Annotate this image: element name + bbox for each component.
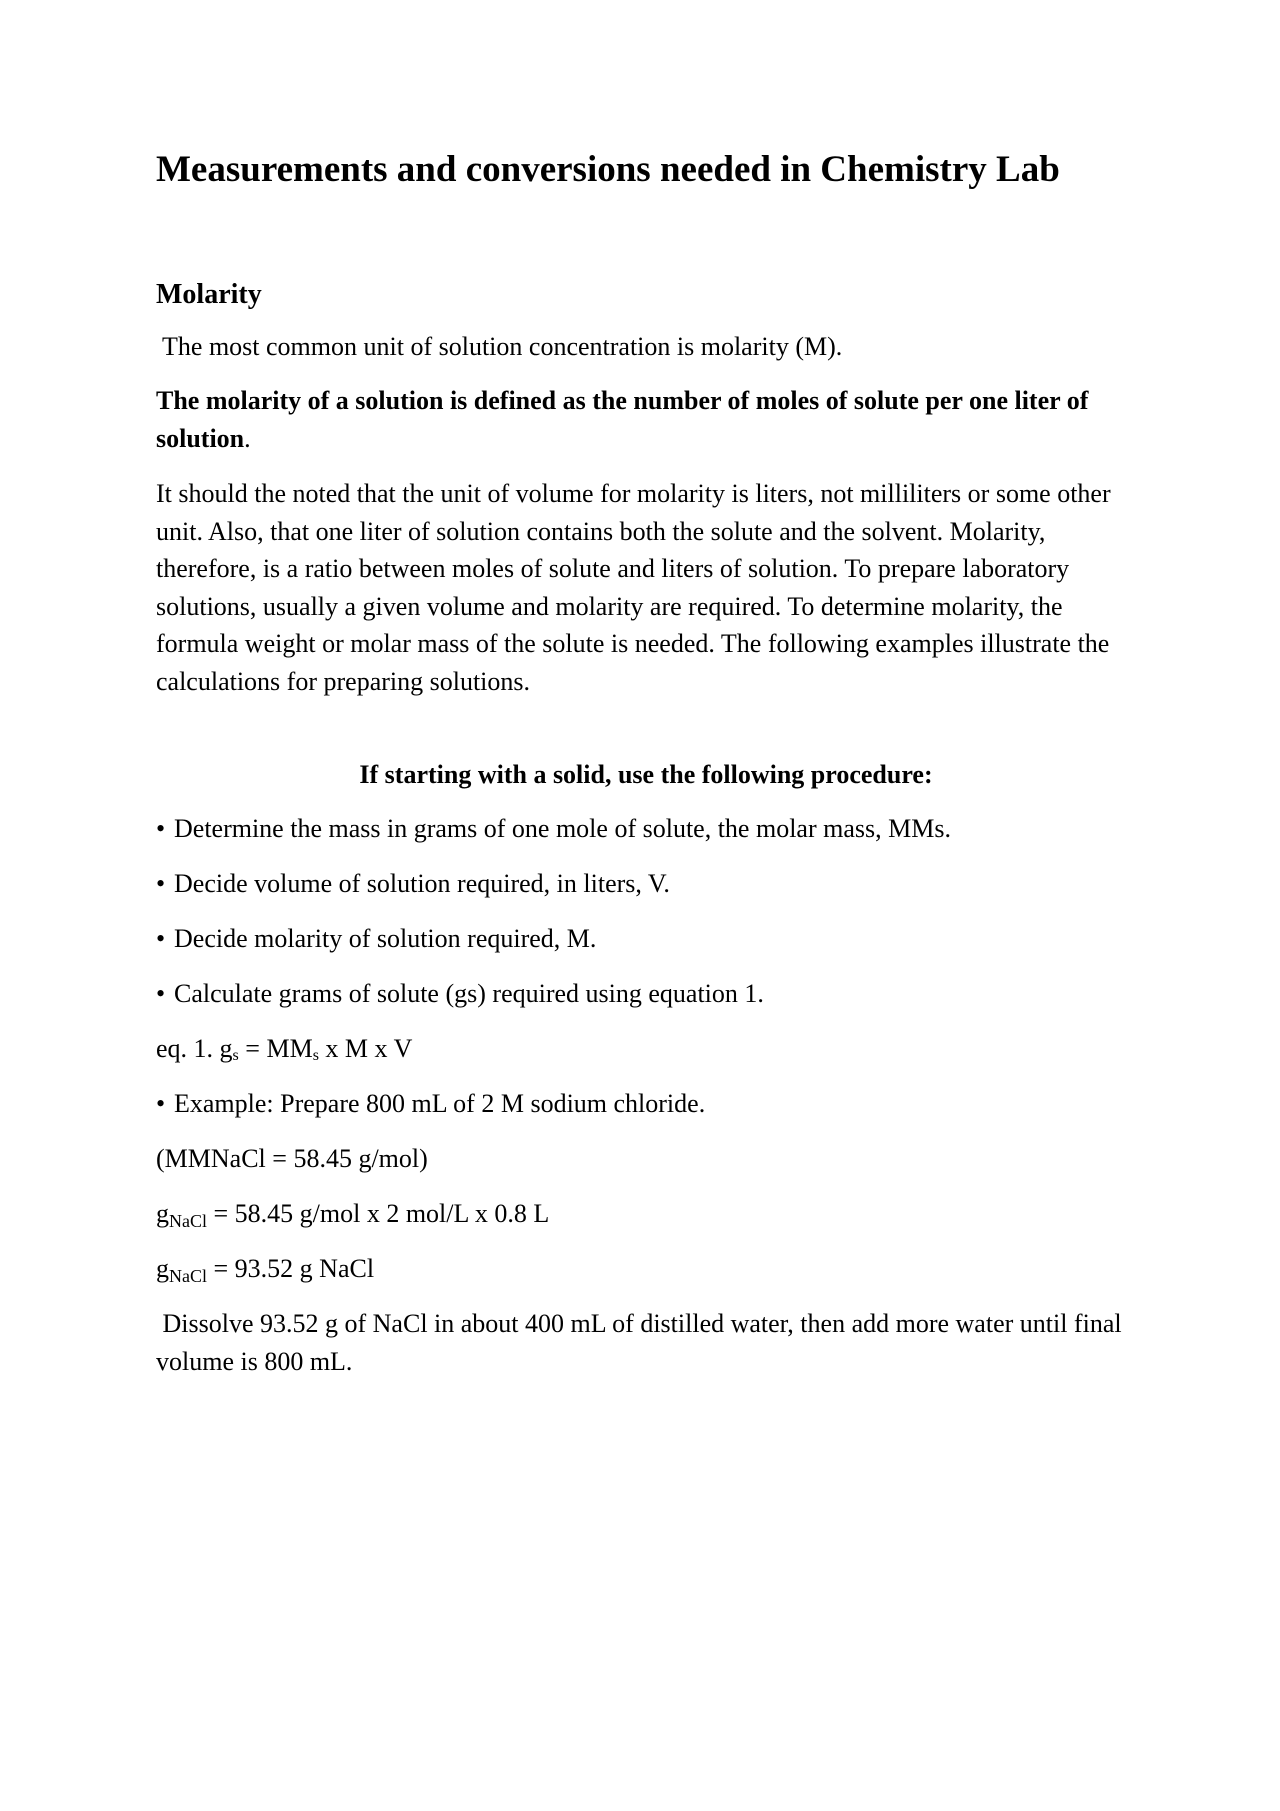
procedure-heading: If starting with a solid, use the following procedure: [359, 760, 933, 789]
equation-prefix: eq. 1. g [156, 1034, 233, 1063]
calc-rest: = 58.45 g/mol x 2 mol/L x 0.8 L [207, 1199, 550, 1228]
section-heading-molarity: Molarity [156, 279, 262, 310]
definition-paragraph [156, 382, 1136, 457]
bullet: • [156, 1089, 166, 1118]
calc-base: g [156, 1254, 169, 1283]
step-text: Determine the mass in grams of one mole of solute, the molar mass, MMs. [174, 814, 951, 843]
step-item [156, 920, 1136, 958]
calc-rest: = 93.52 g NaCl [207, 1254, 375, 1283]
equation-subscript: s [232, 1047, 239, 1064]
example-item [156, 1085, 1136, 1123]
equation-subscript: s [312, 1047, 319, 1064]
calc-base: g [156, 1199, 169, 1228]
explanation-paragraph: It should the noted that the unit of volume for molarity is liters, not milliliters or some other unit. Also, that one liter of solution contains both the solute and the solvent. Molarity, therefore, is a ratio between moles of solute and liters of solution. To prepare laboratory solutions, usually a given volume and molarity are required. To determine molarity, the formula weight or molar mass of the solute is needed. The following examples illustrate the calculations for preparing solutions. [156, 479, 1111, 696]
calculation-line [156, 1195, 1136, 1241]
intro-paragraph: The most common unit of solution concentration is molarity (M). [156, 332, 843, 361]
bullet: • [156, 924, 166, 953]
bullet: • [156, 869, 166, 898]
calc-subscript: NaCl [169, 1266, 207, 1286]
step-text: Calculate grams of solute (gs) required using equation 1. [174, 979, 764, 1008]
conclusion-paragraph: Dissolve 93.52 g of NaCl in about 400 mL of distilled water, then add more water until final volume is 800 mL. [156, 1309, 1129, 1376]
example-statement: Example: Prepare 800 mL of 2 M sodium chloride. [174, 1089, 706, 1118]
definition-text: The molarity of a solution is defined as the number of moles of solute per one liter of solution [156, 386, 1089, 453]
bullet: • [156, 814, 166, 843]
step-item [156, 865, 1136, 903]
document-content [156, 148, 1136, 1376]
definition-period: . [244, 423, 251, 453]
document-title: Measurements and conversions needed in Chemistry Lab [156, 149, 1060, 190]
step-item [156, 975, 1136, 1013]
equation-line [156, 1030, 1136, 1075]
equation-middle: = MM [238, 1034, 313, 1063]
molar-mass-line: (MMNaCl = 58.45 g/mol) [156, 1144, 428, 1173]
step-text: Decide volume of solution required, in liters, V. [174, 869, 670, 898]
equation-suffix: x M x V [318, 1034, 413, 1063]
step-text: Decide molarity of solution required, M. [174, 924, 597, 953]
calculation-line [156, 1250, 1136, 1296]
bullet: • [156, 979, 166, 1008]
calc-subscript: NaCl [169, 1211, 207, 1231]
step-item [156, 810, 1136, 848]
